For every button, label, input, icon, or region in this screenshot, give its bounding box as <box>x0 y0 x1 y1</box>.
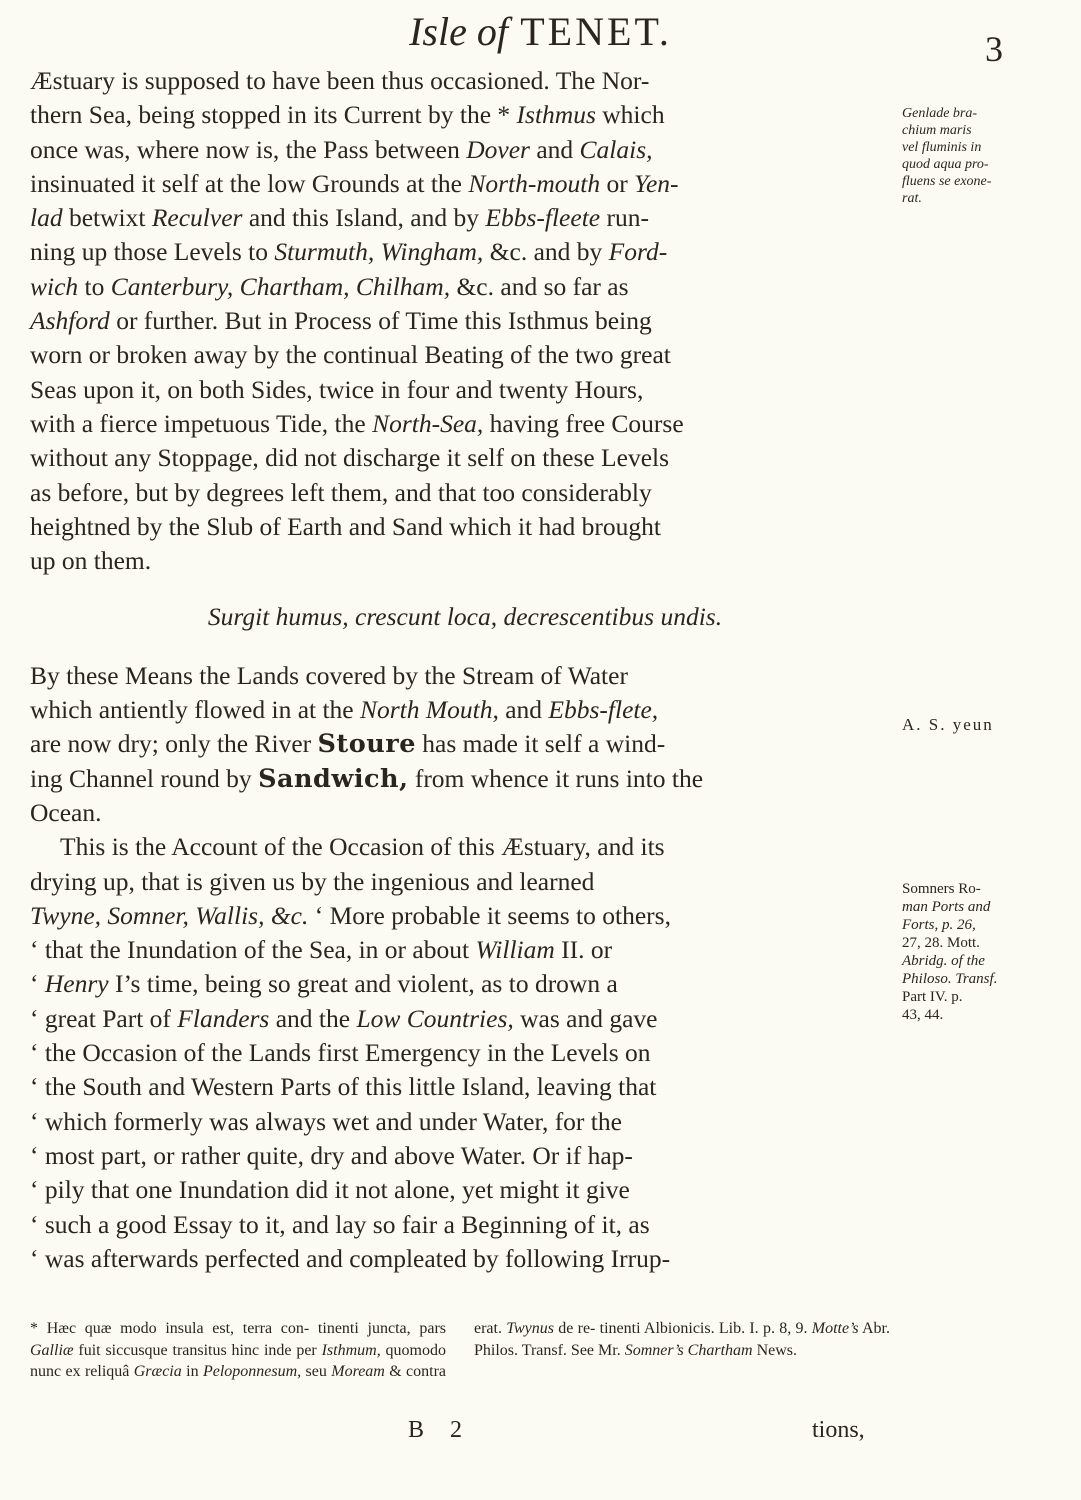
text-line <box>30 933 900 967</box>
footnote-text: Abr. Philos. Transf. See Mr. <box>474 1320 890 1359</box>
marginal-line: fluens se exone- <box>902 174 992 189</box>
text-run: run- <box>600 203 649 233</box>
italic-run: North-mouth <box>468 168 601 198</box>
text-run: with a fierce impetuous Tide, the <box>30 408 373 438</box>
text-line <box>30 270 900 304</box>
text-run: and <box>498 695 549 725</box>
footnote-text: seu <box>301 1363 332 1380</box>
page-number: 3 <box>985 29 1003 69</box>
italic-run: Ashford <box>30 306 110 336</box>
text-line: heightned by the Slub of Earth and Sand which it had brought <box>30 511 662 541</box>
marginal-line: Forts, p. 26, <box>902 917 976 933</box>
blackletter-run: Sandwich, <box>258 763 409 794</box>
signature-mark: B 2 <box>408 1417 473 1443</box>
marginal-note-genlade <box>902 105 1052 207</box>
text-run: insinuated it self at the low Grounds at the <box>30 168 469 198</box>
text-run: having free Course <box>483 408 684 438</box>
text-run: II. or <box>554 935 613 965</box>
text-run: from whence it runs into the <box>408 763 704 793</box>
footnote-italic: Peloponnesum, <box>202 1363 302 1380</box>
text-line <box>30 167 900 201</box>
marginal-line: vel fluminis in <box>902 140 982 155</box>
text-line: ‘ the Occasion of the Lands first Emergency in the Levels on <box>30 1038 651 1068</box>
text-run: or <box>600 168 635 198</box>
text-run: betwixt <box>62 203 152 233</box>
footnote-text: quomodo nunc ex reliquâ <box>30 1341 446 1380</box>
marginal-line: Part IV. p. <box>902 989 963 1005</box>
text-line: ‘ the South and Western Parts of this little Island, leaving that <box>30 1072 657 1102</box>
text-line: Seas upon it, on both Sides, twice in four and twenty Hours, <box>30 374 644 404</box>
text-line <box>30 693 900 727</box>
text-line <box>30 304 900 338</box>
marginal-line: Abridg. of the <box>902 953 985 969</box>
footnote-text: in <box>181 1363 203 1380</box>
text-line <box>30 727 900 761</box>
text-line: ‘ pily that one Inundation did it not alone, yet might it give <box>30 1175 630 1205</box>
text-run: once was, where now is, the Pass between <box>30 134 467 164</box>
footnote-text: News. <box>752 1341 798 1359</box>
footnote-italic: Twynus <box>506 1320 554 1337</box>
text-run: ‘ <box>30 969 45 999</box>
italic-run: wich <box>30 271 79 301</box>
text-line: Ocean. <box>30 797 102 827</box>
marginal-note-anglo-saxon: A. S. yeun <box>902 715 994 734</box>
text-line <box>30 899 900 933</box>
italic-run: Low Countries, <box>356 1003 514 1033</box>
text-run: was and gave <box>513 1003 658 1033</box>
text-line <box>30 235 900 269</box>
italic-run: Sturmuth, Wingham, <box>274 237 484 267</box>
text-line: ‘ such a good Essay to it, and lay so fair a Beginning of it, as <box>30 1209 650 1239</box>
footnote-text: * Hæc quæ modo insula est, terra con- tinenti juncta, pars <box>30 1320 446 1337</box>
running-head-caps: TENET. <box>520 9 672 54</box>
text-line: ‘ most part, or rather quite, dry and above Water. Or if hap- <box>30 1140 633 1170</box>
text-line <box>30 133 900 167</box>
main-text <box>30 64 900 1276</box>
text-run: ing Channel round by <box>30 763 259 793</box>
italic-run: Henry <box>44 969 109 999</box>
text-run: or further. But in Process of Time this Isthmus being <box>109 306 652 336</box>
text-run: and the <box>269 1003 357 1033</box>
marginal-line: 27, 28. Mott. <box>902 935 980 951</box>
italic-run: Twyne, Somner, Wallis, &c. <box>30 900 309 930</box>
running-head-italic: Isle of <box>409 9 508 54</box>
text-run: to <box>78 271 111 301</box>
latin-quote: Surgit humus, crescunt loca, decrescentibus undis. <box>207 602 723 632</box>
italic-run: Ebbs-fleete <box>485 203 601 233</box>
footnote-text: de re- tinenti Albionicis. Lib. I. p. 8, 9. <box>553 1320 812 1337</box>
italic-run: Canterbury, Chartham, Chilham, <box>110 271 451 301</box>
text-run: which <box>595 100 665 130</box>
italic-run: Ford- <box>608 237 668 267</box>
text-line: drying up, that is given us by the ingenious and learned <box>30 866 595 896</box>
footnote <box>30 1318 890 1383</box>
text-run: ning up those Levels to <box>30 237 275 267</box>
footnote-text: fuit siccusque transitus hinc inde per <box>73 1341 322 1359</box>
marginal-line: Genlade bra- <box>902 106 978 121</box>
italic-run: Calais, <box>579 134 653 164</box>
italic-run: Flanders <box>177 1003 270 1033</box>
running-head <box>0 8 1081 55</box>
italic-run: William <box>475 935 555 965</box>
text-run: are now dry; only the River <box>30 729 318 759</box>
marginal-line: Somners Ro- <box>902 881 981 897</box>
text-run: has made it self a wind- <box>415 729 666 759</box>
text-line <box>30 407 900 441</box>
text-line: up on them. <box>30 546 152 576</box>
text-run: &c. and so far as <box>450 271 629 301</box>
footnote-italic: Galliæ <box>30 1341 74 1359</box>
paragraph-3 <box>30 830 900 1276</box>
text-line: ‘ which formerly was always wet and under Water, for the <box>30 1106 622 1136</box>
marginal-line: Philoso. Transf. <box>902 971 998 987</box>
italic-run: lad <box>30 203 63 233</box>
text-line: worn or broken away by the continual Beating of the two great <box>30 340 671 370</box>
text-run: which antiently flowed in at the <box>30 695 360 725</box>
text-line: ‘ was afterwards perfected and compleated by following Irrup- <box>30 1243 671 1273</box>
text-run: ‘ great Part of <box>30 1003 178 1033</box>
marginal-line: chium maris <box>902 123 972 138</box>
italic-run: Dover <box>466 134 530 164</box>
marginal-line: quod aqua pro- <box>902 157 989 172</box>
text-run: and this Island, and by <box>242 203 486 233</box>
footnote-italic: Somner’s Chartham <box>624 1341 753 1359</box>
footnote-italic: Græcia <box>133 1363 182 1380</box>
text-line: This is the Account of the Occasion of this Æstuary, and its <box>60 832 665 862</box>
italic-run: North-Sea, <box>372 408 484 438</box>
marginal-note-somners <box>902 880 1052 1024</box>
italic-run: Isthmus <box>516 100 596 130</box>
italic-run: Reculver <box>151 203 243 233</box>
footnote-italic: Moream <box>331 1363 385 1380</box>
paragraph-2 <box>30 659 900 830</box>
marginal-line: 43, 44. <box>902 1007 944 1023</box>
text-line <box>30 967 900 1001</box>
marginal-line: rat. <box>902 191 922 206</box>
footnote-italic: Motte’s <box>811 1320 859 1337</box>
text-line: without any Stoppage, did not discharge it self on these Levels <box>30 443 670 473</box>
text-run: ‘ More probable it seems to others, <box>308 900 671 930</box>
text-line <box>30 201 900 235</box>
text-line <box>30 762 900 796</box>
text-line <box>30 98 900 132</box>
blackletter-run: Stoure <box>317 729 416 760</box>
paragraph-1 <box>30 64 900 578</box>
text-run: thern Sea, being stopped in its Current by the * <box>30 100 517 130</box>
italic-run: Yen- <box>634 168 679 198</box>
text-line <box>30 1002 900 1036</box>
italic-run: Ebbs-flete, <box>548 695 659 725</box>
catchword: tions, <box>812 1417 865 1443</box>
text-run: I’s time, being so great and violent, as to drown a <box>108 969 618 999</box>
italic-run: North Mouth, <box>360 695 499 725</box>
text-line: Æstuary is supposed to have been thus occasioned. The Nor- <box>30 66 650 95</box>
footnote-italic: Isthmum, <box>321 1341 381 1359</box>
marginal-line: man Ports and <box>902 899 991 915</box>
footnote-text: & contra erat. <box>384 1320 507 1380</box>
text-run: &c. and by <box>483 237 609 267</box>
text-run: and <box>529 134 580 164</box>
text-line: By these Means the Lands covered by the Stream of Water <box>30 660 628 690</box>
text-line: as before, but by degrees left them, and that too considerably <box>30 477 652 507</box>
text-run: ‘ that the Inundation of the Sea, in or about <box>30 935 476 965</box>
